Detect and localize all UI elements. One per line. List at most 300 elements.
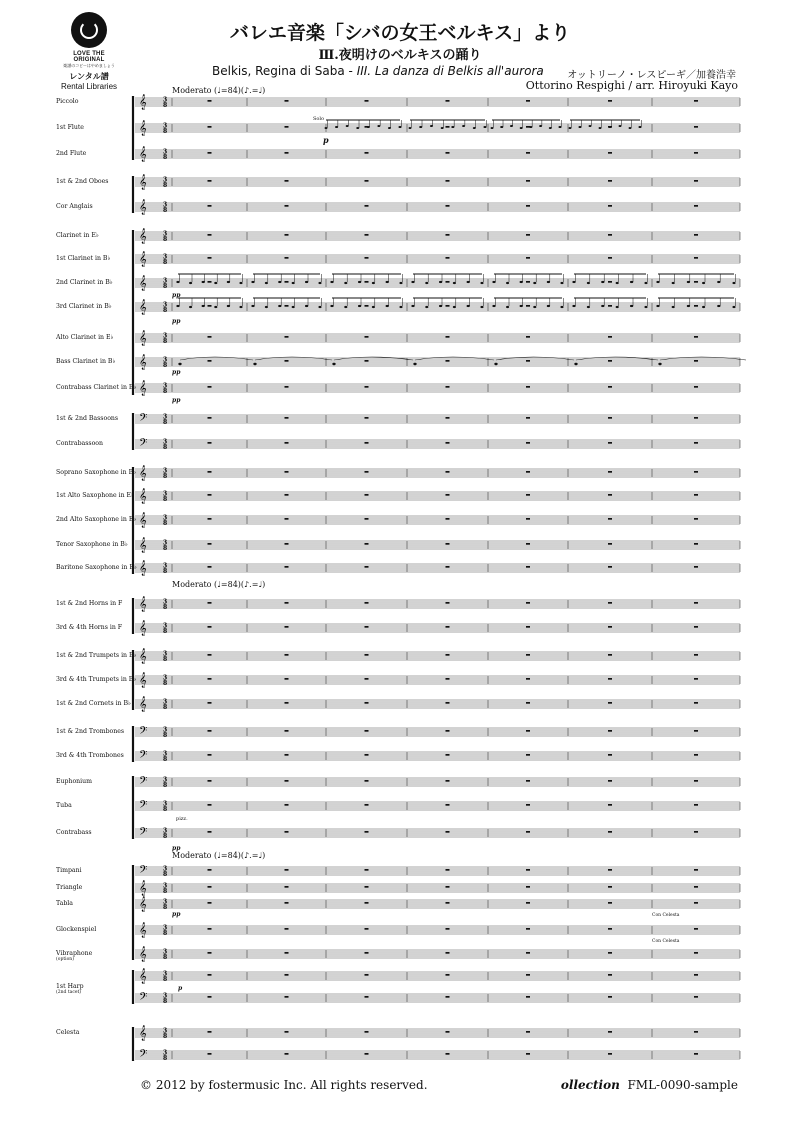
time-signature-bottom: 8 bbox=[163, 545, 168, 552]
note-head bbox=[332, 363, 335, 365]
rest-mark bbox=[526, 257, 530, 259]
note-head bbox=[630, 305, 633, 307]
rest-mark bbox=[446, 702, 450, 704]
time-signature-bottom: 8 bbox=[163, 930, 168, 937]
composer-en: Ottorino Respighi / arr. Hiroyuki Kayo bbox=[525, 79, 738, 92]
rest-mark bbox=[285, 928, 289, 930]
rest-mark bbox=[208, 1031, 212, 1033]
clef-icon: 𝄞 bbox=[139, 175, 147, 190]
note-head bbox=[278, 305, 281, 307]
rest-mark bbox=[446, 902, 450, 904]
staff-35 bbox=[135, 994, 740, 1002]
staff-3 bbox=[135, 178, 740, 186]
note-head bbox=[202, 281, 205, 283]
rest-mark bbox=[285, 126, 289, 128]
instrument-name: 1st Flute bbox=[56, 124, 84, 131]
note-head bbox=[227, 281, 230, 283]
note-head bbox=[278, 281, 281, 283]
tempo-marking-brass: Moderato (♩=84)(♪.=♩) bbox=[172, 580, 266, 589]
time-signature-bottom: 8 bbox=[163, 362, 168, 369]
rest-mark bbox=[526, 869, 530, 871]
rest-mark bbox=[285, 471, 289, 473]
rest-mark bbox=[526, 602, 530, 604]
time-signature-top: 3 bbox=[163, 650, 168, 658]
time-signature-bottom: 8 bbox=[163, 1033, 168, 1040]
note-head bbox=[560, 306, 563, 308]
rest-mark bbox=[694, 702, 698, 704]
rest-mark bbox=[208, 566, 212, 568]
rest-mark bbox=[694, 386, 698, 388]
note-head bbox=[214, 306, 217, 308]
note-head bbox=[529, 126, 532, 128]
staff-33 bbox=[135, 950, 740, 958]
time-signature-bottom: 8 bbox=[163, 656, 168, 663]
time-signature-bottom: 8 bbox=[163, 207, 168, 214]
clef-icon: 𝄞 bbox=[139, 1026, 147, 1041]
time-signature-top: 3 bbox=[163, 800, 168, 808]
movement-title: Ⅲ.夜明けのベルキスの踊り bbox=[318, 48, 482, 63]
rest-mark bbox=[208, 831, 212, 833]
instrument-name: 3rd Clarinet in B♭ bbox=[56, 303, 112, 310]
clef-icon: 𝄞 bbox=[139, 621, 147, 636]
clef-icon: 𝄞 bbox=[139, 121, 147, 136]
staff-7 bbox=[135, 279, 740, 287]
rest-mark bbox=[526, 974, 530, 976]
rest-mark bbox=[208, 626, 212, 628]
time-signature-top: 3 bbox=[163, 750, 168, 758]
rest-mark bbox=[608, 702, 612, 704]
staff-5 bbox=[135, 232, 740, 240]
rest-mark bbox=[285, 417, 289, 419]
note-head bbox=[189, 306, 192, 308]
time-signature-bottom: 8 bbox=[163, 1055, 168, 1062]
dynamic-pp-clarinet3: pp bbox=[172, 318, 181, 325]
rest-mark bbox=[526, 305, 530, 307]
rest-mark bbox=[608, 869, 612, 871]
clef-icon: 𝄞 bbox=[139, 697, 147, 712]
tempo-marking-top: Moderato (♩=84)(♪.=♩) bbox=[172, 86, 266, 95]
time-signature-bottom: 8 bbox=[163, 604, 168, 611]
time-signature-top: 3 bbox=[163, 898, 168, 906]
staff-4 bbox=[135, 203, 740, 211]
note-head bbox=[453, 282, 456, 284]
rest-mark bbox=[208, 928, 212, 930]
rest-mark bbox=[608, 417, 612, 419]
time-signature-bottom: 8 bbox=[163, 154, 168, 161]
time-signature-bottom: 8 bbox=[163, 756, 168, 763]
time-signature-top: 3 bbox=[163, 698, 168, 706]
rest-mark bbox=[526, 234, 530, 236]
rest-mark bbox=[365, 974, 369, 976]
rest-mark bbox=[365, 996, 369, 998]
rest-mark bbox=[526, 654, 530, 656]
clef-icon: 𝄞 bbox=[139, 355, 147, 370]
rest-mark bbox=[285, 360, 289, 362]
rest-mark bbox=[446, 471, 450, 473]
rest-mark bbox=[285, 566, 289, 568]
instrument-name: 2nd Clarinet in B♭ bbox=[56, 279, 113, 286]
time-signature-top: 3 bbox=[163, 1049, 168, 1057]
rest-mark bbox=[526, 996, 530, 998]
note-head bbox=[441, 127, 444, 129]
clef-icon: 𝄢 bbox=[139, 437, 148, 452]
rest-mark bbox=[608, 654, 612, 656]
rest-mark bbox=[694, 754, 698, 756]
clef-icon: 𝄢 bbox=[139, 864, 148, 879]
time-signature-top: 3 bbox=[163, 726, 168, 734]
rest-mark bbox=[608, 281, 612, 283]
note-head bbox=[227, 305, 230, 307]
rest-mark bbox=[526, 1031, 530, 1033]
note-head bbox=[473, 127, 476, 129]
instrument-name: Tuba bbox=[56, 802, 72, 809]
collection-label: ollection bbox=[560, 1078, 620, 1092]
rest-mark bbox=[208, 386, 212, 388]
tie bbox=[255, 357, 332, 360]
rest-mark bbox=[526, 543, 530, 545]
rest-mark bbox=[694, 678, 698, 680]
rest-mark bbox=[446, 1053, 450, 1055]
rest-mark bbox=[694, 654, 698, 656]
rest-mark bbox=[608, 494, 612, 496]
rest-mark bbox=[208, 180, 212, 182]
rest-mark bbox=[526, 417, 530, 419]
rest-mark bbox=[285, 902, 289, 904]
rest-mark bbox=[285, 386, 289, 388]
rest-mark bbox=[365, 281, 369, 283]
rest-mark bbox=[526, 928, 530, 930]
note-head bbox=[616, 306, 619, 308]
rest-mark bbox=[365, 543, 369, 545]
rest-mark bbox=[446, 442, 450, 444]
clef-icon: 𝄞 bbox=[139, 252, 147, 267]
time-signature-top: 3 bbox=[163, 776, 168, 784]
rest-mark bbox=[608, 602, 612, 604]
clef-icon: 𝄞 bbox=[139, 673, 147, 688]
rest-mark bbox=[526, 471, 530, 473]
logo-text-2: 楽譜のコピーはやめましょう bbox=[63, 63, 115, 68]
note-head bbox=[344, 282, 347, 284]
note-head bbox=[330, 305, 333, 307]
rest-mark bbox=[608, 471, 612, 473]
note-head bbox=[547, 305, 550, 307]
rest-mark bbox=[365, 494, 369, 496]
dynamic-pp-contrabass: pp bbox=[172, 845, 181, 852]
note-head bbox=[601, 281, 604, 283]
rest-mark bbox=[285, 654, 289, 656]
rest-mark bbox=[208, 952, 212, 954]
rest-mark bbox=[608, 996, 612, 998]
tie bbox=[576, 357, 658, 360]
note-head bbox=[658, 363, 661, 365]
rest-mark bbox=[608, 152, 612, 154]
note-head bbox=[439, 281, 442, 283]
rest-mark bbox=[285, 780, 289, 782]
instrument-name: Piccolo bbox=[56, 98, 79, 105]
time-signature-bottom: 8 bbox=[163, 128, 168, 135]
rest-mark bbox=[446, 281, 450, 283]
time-signature-bottom: 8 bbox=[163, 388, 168, 395]
dynamic-pp-bass-clarinet: pp bbox=[172, 369, 181, 376]
time-signature-top: 3 bbox=[163, 598, 168, 606]
clef-icon: 𝄞 bbox=[139, 95, 147, 110]
note-head bbox=[492, 281, 495, 283]
rest-mark bbox=[208, 494, 212, 496]
dynamic-p-harp: p bbox=[178, 985, 183, 992]
note-head bbox=[253, 363, 256, 365]
rest-mark bbox=[694, 305, 698, 307]
clef-icon: 𝄢 bbox=[139, 799, 148, 814]
rest-mark bbox=[285, 730, 289, 732]
clef-icon: 𝄞 bbox=[139, 300, 147, 315]
rest-mark bbox=[365, 602, 369, 604]
rest-mark bbox=[365, 518, 369, 520]
note-head bbox=[644, 282, 647, 284]
rest-mark bbox=[208, 543, 212, 545]
rest-mark bbox=[208, 257, 212, 259]
time-signature-top: 3 bbox=[163, 148, 168, 156]
note-head bbox=[672, 306, 675, 308]
rest-mark bbox=[285, 678, 289, 680]
time-signature-top: 3 bbox=[163, 253, 168, 261]
rest-mark bbox=[694, 780, 698, 782]
instrument-name: 1st & 2nd Horns in F bbox=[56, 600, 123, 607]
note-head bbox=[399, 282, 402, 284]
logo-text-4: Rental Libraries bbox=[60, 82, 118, 91]
note-head bbox=[601, 305, 604, 307]
time-signature-top: 3 bbox=[163, 562, 168, 570]
rest-mark bbox=[608, 234, 612, 236]
rest-mark bbox=[208, 471, 212, 473]
instrument-name: 1st Harp bbox=[56, 983, 84, 990]
time-signature-top: 3 bbox=[163, 514, 168, 522]
time-signature-bottom: 8 bbox=[163, 259, 168, 266]
rest-mark bbox=[694, 928, 698, 930]
staff-16 bbox=[135, 516, 740, 524]
rest-mark bbox=[285, 152, 289, 154]
rest-mark bbox=[608, 360, 612, 362]
instrument-name: 1st Clarinet in B♭ bbox=[56, 255, 111, 262]
time-signature-top: 3 bbox=[163, 413, 168, 421]
rest-mark bbox=[285, 518, 289, 520]
note-head bbox=[189, 282, 192, 284]
rest-mark bbox=[446, 386, 450, 388]
rest-mark bbox=[694, 417, 698, 419]
rest-mark bbox=[526, 804, 530, 806]
rest-mark bbox=[365, 336, 369, 338]
rest-mark bbox=[208, 730, 212, 732]
rest-mark bbox=[208, 974, 212, 976]
rest-mark bbox=[285, 804, 289, 806]
rest-mark bbox=[285, 494, 289, 496]
time-signature-bottom: 8 bbox=[163, 888, 168, 895]
rest-mark bbox=[208, 360, 212, 362]
staff-0 bbox=[135, 98, 740, 106]
note-head bbox=[587, 306, 590, 308]
rest-mark bbox=[608, 257, 612, 259]
instrument-name: Contrabass Clarinet in B♭ bbox=[56, 384, 137, 391]
rest-mark bbox=[694, 804, 698, 806]
rest-mark bbox=[694, 543, 698, 545]
staff-32 bbox=[135, 926, 740, 934]
clef-icon: 𝄞 bbox=[139, 229, 147, 244]
rest-mark bbox=[608, 1053, 612, 1055]
time-signature-bottom: 8 bbox=[163, 520, 168, 527]
rest-mark bbox=[694, 518, 698, 520]
note-head bbox=[560, 282, 563, 284]
rest-mark bbox=[285, 336, 289, 338]
instrument-name: 3rd & 4th Trombones bbox=[56, 752, 124, 759]
time-signature-bottom: 8 bbox=[163, 732, 168, 739]
rest-mark bbox=[608, 678, 612, 680]
rest-mark bbox=[694, 126, 698, 128]
rest-mark bbox=[608, 730, 612, 732]
rest-mark bbox=[526, 566, 530, 568]
rest-mark bbox=[526, 152, 530, 154]
page-title: バレエ音楽「シバの女王ベルキス」より bbox=[229, 22, 571, 44]
instrument-name: 1st & 2nd Bassoons bbox=[56, 415, 119, 422]
rest-mark bbox=[608, 386, 612, 388]
dynamic-pp-tabla: pp bbox=[172, 911, 181, 918]
rest-mark bbox=[694, 152, 698, 154]
rest-mark bbox=[285, 754, 289, 756]
note-head bbox=[494, 363, 497, 365]
note-head bbox=[202, 305, 205, 307]
rest-mark bbox=[694, 566, 698, 568]
instrument-name: Euphonium bbox=[56, 778, 92, 785]
rest-mark bbox=[208, 654, 212, 656]
rest-mark bbox=[694, 952, 698, 954]
rest-mark bbox=[608, 952, 612, 954]
note-head bbox=[346, 125, 349, 127]
note-head bbox=[480, 282, 483, 284]
note-head bbox=[587, 282, 590, 284]
con-celesta-glock: Con Celesta bbox=[652, 913, 680, 918]
time-signature-top: 3 bbox=[163, 382, 168, 390]
staff-30 bbox=[135, 884, 740, 892]
clef-icon: 𝄞 bbox=[139, 147, 147, 162]
dynamic-pp-contrabass-clarinet: pp bbox=[172, 397, 181, 404]
time-signature-top: 3 bbox=[163, 467, 168, 475]
note-head bbox=[702, 306, 705, 308]
note-head bbox=[630, 281, 633, 283]
staff-28 bbox=[135, 829, 740, 837]
note-head bbox=[372, 306, 375, 308]
rest-mark bbox=[208, 518, 212, 520]
clef-icon: 𝄞 bbox=[139, 881, 147, 896]
staff-1 bbox=[135, 124, 740, 132]
staff-26 bbox=[135, 778, 740, 786]
clef-icon: 𝄞 bbox=[139, 200, 147, 215]
rest-mark bbox=[694, 869, 698, 871]
rest-mark bbox=[285, 1053, 289, 1055]
rest-mark bbox=[694, 281, 698, 283]
staff-6 bbox=[135, 255, 740, 263]
rest-mark bbox=[285, 626, 289, 628]
clef-icon: 𝄢 bbox=[139, 826, 148, 841]
rest-mark bbox=[285, 831, 289, 833]
rest-mark bbox=[208, 886, 212, 888]
time-signature-top: 3 bbox=[163, 176, 168, 184]
rest-mark bbox=[694, 602, 698, 604]
rest-mark bbox=[526, 205, 530, 207]
note-head bbox=[572, 305, 575, 307]
rest-mark bbox=[694, 626, 698, 628]
time-signature-bottom: 8 bbox=[163, 806, 168, 813]
rest-mark bbox=[285, 886, 289, 888]
instrument-name: Timpani bbox=[56, 867, 82, 874]
staff-27 bbox=[135, 802, 740, 810]
catalog-code bbox=[561, 1078, 738, 1092]
time-signature-top: 3 bbox=[163, 356, 168, 364]
note-head bbox=[344, 306, 347, 308]
rest-mark bbox=[608, 180, 612, 182]
clef-icon: 𝄞 bbox=[139, 538, 147, 553]
note-head bbox=[672, 282, 675, 284]
rest-mark bbox=[608, 754, 612, 756]
note-head bbox=[399, 306, 402, 308]
rest-mark bbox=[365, 928, 369, 930]
note-head bbox=[425, 306, 428, 308]
rest-mark bbox=[365, 1031, 369, 1033]
clef-icon: 𝄞 bbox=[139, 489, 147, 504]
rest-mark bbox=[608, 928, 612, 930]
rest-mark bbox=[694, 471, 698, 473]
tie bbox=[180, 357, 253, 360]
rest-mark bbox=[694, 234, 698, 236]
clef-icon: 𝄢 bbox=[139, 1048, 148, 1063]
rest-mark bbox=[608, 205, 612, 207]
staff-24 bbox=[135, 728, 740, 736]
rest-mark bbox=[208, 417, 212, 419]
rest-mark bbox=[208, 152, 212, 154]
staff-34 bbox=[135, 972, 740, 980]
note-head bbox=[251, 305, 254, 307]
rest-mark bbox=[285, 281, 289, 283]
rest-mark bbox=[694, 494, 698, 496]
dynamic-p-flute: p bbox=[323, 135, 329, 145]
rest-mark bbox=[446, 730, 450, 732]
rest-mark bbox=[365, 780, 369, 782]
note-head bbox=[572, 281, 575, 283]
rest-mark bbox=[446, 336, 450, 338]
rest-mark bbox=[694, 257, 698, 259]
clef-icon: 𝄢 bbox=[139, 775, 148, 790]
clef-icon: 𝄞 bbox=[139, 923, 147, 938]
note-head bbox=[717, 281, 720, 283]
rest-mark bbox=[608, 100, 612, 102]
rest-mark bbox=[608, 543, 612, 545]
rest-mark bbox=[285, 996, 289, 998]
note-head bbox=[687, 281, 690, 283]
rest-mark bbox=[608, 780, 612, 782]
note-head bbox=[358, 281, 361, 283]
staff-9 bbox=[135, 334, 740, 342]
time-signature-bottom: 8 bbox=[163, 833, 168, 840]
instrument-note: (2nd tacet) bbox=[56, 990, 82, 995]
clef-icon: 𝄞 bbox=[139, 381, 147, 396]
rest-mark bbox=[694, 1031, 698, 1033]
rest-mark bbox=[365, 754, 369, 756]
rest-mark bbox=[608, 831, 612, 833]
note-head bbox=[506, 306, 509, 308]
note-head bbox=[425, 282, 428, 284]
time-signature-top: 3 bbox=[163, 1027, 168, 1035]
rest-mark bbox=[446, 100, 450, 102]
rest-mark bbox=[285, 952, 289, 954]
instrument-name: Tabla bbox=[56, 900, 73, 907]
staff-8 bbox=[135, 303, 740, 311]
